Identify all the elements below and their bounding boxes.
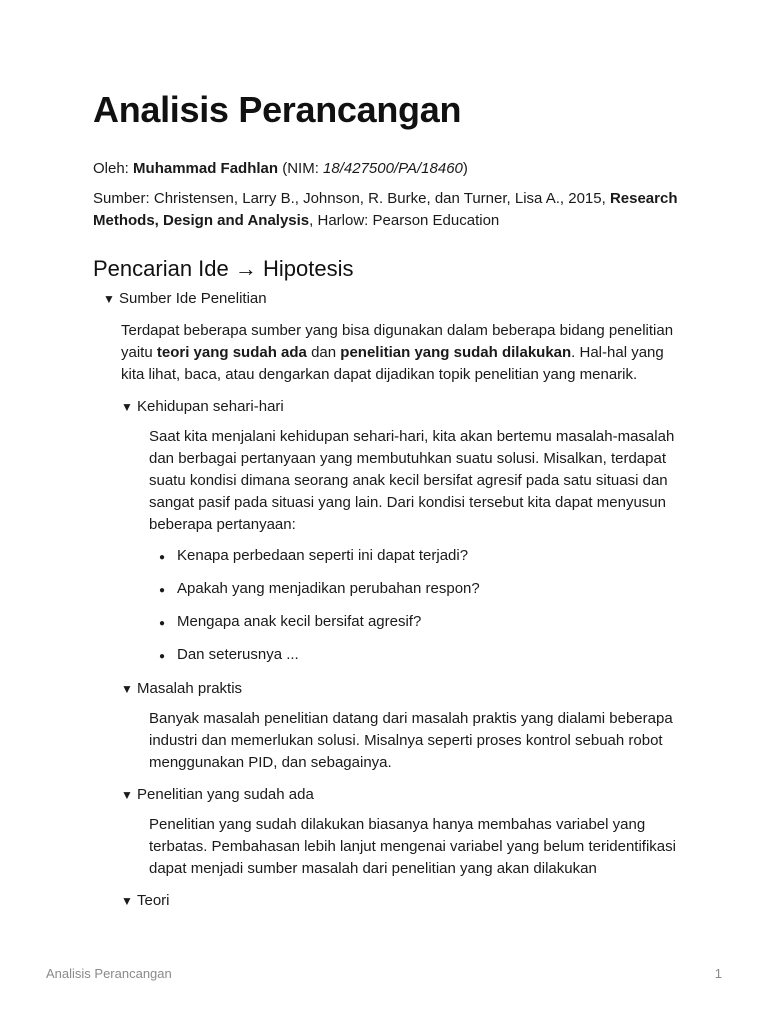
toggle-masalah-praktis[interactable]	[121, 678, 683, 700]
toggle-label: Kehidupan sehari-hari	[137, 398, 284, 415]
intro-bold-1: teori yang sudah ada	[156, 344, 307, 361]
author-name: Muhammad Fadhlan	[133, 160, 279, 177]
intro-text-3: . Hal-hal yang kita lihat, baca, atau dengarkan dapat dijadikan topik penelitian yang menarik.	[121, 344, 664, 383]
toggle-content-masalah-praktis	[149, 708, 683, 774]
toggle-sumber-ide[interactable]	[103, 288, 683, 310]
bullet-icon: ●	[159, 585, 166, 596]
list-item	[149, 578, 683, 602]
list-item-text: Apakah yang menjadikan perubahan respon?	[177, 580, 480, 597]
question-list	[149, 545, 683, 668]
author-line	[93, 158, 683, 180]
toggle-label: Masalah praktis	[137, 680, 243, 697]
toggle-label: Penelitian yang sudah ada	[137, 786, 314, 803]
triangle-down-icon[interactable]: ▼	[103, 292, 115, 306]
toggle-content-penelitian	[149, 814, 683, 880]
list-item	[149, 545, 683, 569]
toggle-label: Sumber Ide Penelitian	[119, 290, 267, 307]
paragraph: Banyak masalah penelitian datang dari masalah praktis yang dialami beberapa industri dan memerlukan solusi. Misalnya seperti proses kontrol sebuah robot menggunakan PID, dan sebagainya.	[149, 710, 673, 771]
page-title: Analisis Perancangan	[93, 89, 462, 130]
nim-open: (NIM:	[278, 160, 324, 177]
triangle-down-icon[interactable]: ▼	[121, 400, 133, 414]
intro-text-1: Terdapat beberapa sumber yang bisa digunakan dalam beberapa bidang penelitian yaitu	[121, 322, 674, 361]
list-item-text: Dan seterusnya ...	[177, 646, 299, 663]
paragraph: Saat kita menjalani kehidupan sehari-hari, kita akan bertemu masalah-masalah dan berbagai pertanyaan yang membutuhkan suatu solusi. Misalkan, terdapat suatu kondisi dimana seorang anak kecil bersifat agresif pada satu situasi dan sangat pasif pada situasi yang lain. Dari kondisi tersebut kita dapat menyusun beberapa pertanyaan:	[149, 428, 675, 533]
footer-title: Analisis Perancangan	[46, 966, 172, 981]
source-suffix: , Harlow: Pearson Education	[309, 212, 500, 229]
nim-close: )	[462, 160, 468, 177]
toggle-content	[121, 320, 683, 912]
page-footer	[46, 966, 722, 981]
paragraph: Penelitian yang sudah dilakukan biasanya hanya membahas variabel yang terbatas. Pembahasan lebih lanjut mengenai variabel yang belum teridentifikasi dapat menjadi sumber masalah dari penelitian yang akan dilakukan	[149, 816, 676, 877]
source-book: Research Methods, Design and Analysis	[93, 190, 678, 229]
toggle-content-kehidupan	[149, 426, 683, 668]
source-line	[93, 188, 683, 232]
author-prefix: Oleh:	[93, 160, 134, 177]
list-item	[149, 644, 683, 668]
page-number: 1	[714, 966, 722, 981]
toggle-penelitian-sudah-ada[interactable]	[121, 784, 683, 806]
toggle-label: Teori	[137, 892, 170, 909]
intro-text-2: dan	[306, 344, 341, 361]
bullet-icon: ●	[159, 651, 166, 662]
section-heading: Pencarian Ide → Hipotesis	[93, 256, 354, 281]
bullet-icon: ●	[159, 552, 166, 563]
nim-value: 18/427500/PA/18460	[323, 160, 463, 177]
source-prefix: Sumber: Christensen, Larry B., Johnson, R. Burke, dan Turner, Lisa A., 2015,	[93, 190, 610, 207]
toggle-teori[interactable]	[121, 890, 683, 912]
list-item-text: Kenapa perbedaan seperti ini dapat terjadi?	[177, 547, 469, 564]
list-item-text: Mengapa anak kecil bersifat agresif?	[177, 613, 422, 630]
document-page	[93, 88, 683, 912]
triangle-down-icon[interactable]: ▼	[121, 682, 133, 696]
toggle-kehidupan[interactable]	[121, 396, 683, 418]
intro-paragraph	[121, 320, 683, 386]
intro-bold-2: penelitian yang sudah dilakukan	[340, 344, 572, 361]
list-item	[149, 611, 683, 635]
triangle-down-icon[interactable]: ▼	[121, 788, 133, 802]
triangle-down-icon[interactable]: ▼	[121, 894, 133, 908]
bullet-icon: ●	[159, 618, 166, 629]
